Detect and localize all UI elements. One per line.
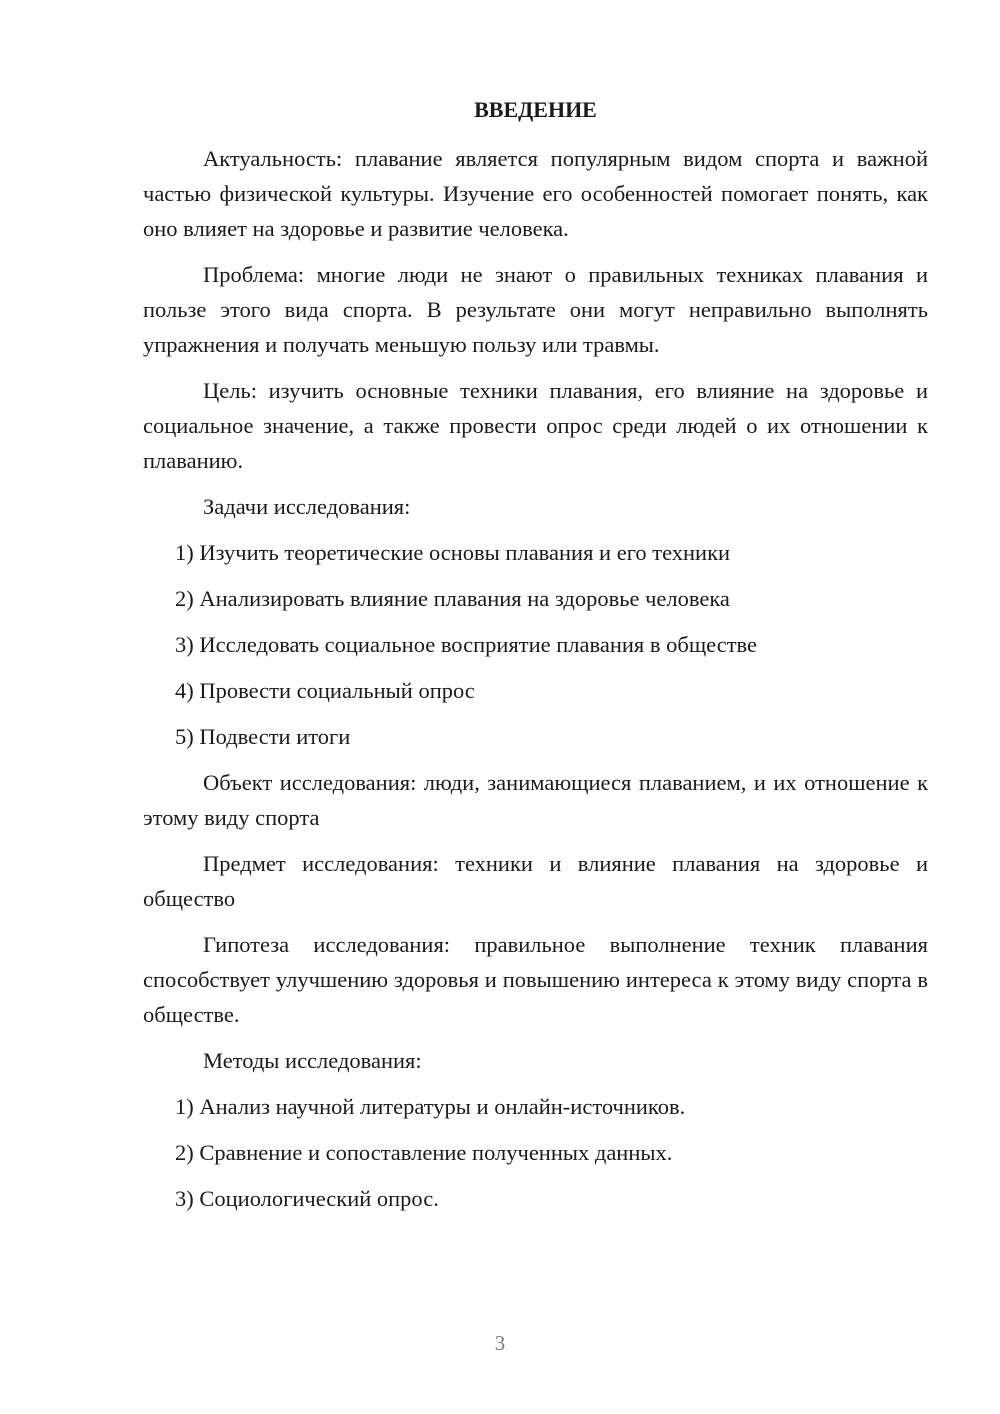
problem-paragraph: Проблема: многие люди не знают о правильных техниках плавания и пользе этого вида спорта. В результате они могут неправильно выполнять упражнения и получать меньшую пользу или травмы. bbox=[143, 262, 928, 357]
task-item: 4) Провести социальный опрос bbox=[175, 678, 475, 703]
method-item: 2) Сравнение и сопоставление полученных данных. bbox=[175, 1140, 673, 1165]
task-item: 2) Анализировать влияние плавания на здоровье человека bbox=[175, 586, 730, 611]
method-item: 3) Социологический опрос. bbox=[175, 1186, 439, 1211]
goal-paragraph: Цель: изучить основные техники плавания, его влияние на здоровье и социальное значение, а также провести опрос среди людей о их отношении к плаванию. bbox=[143, 378, 928, 473]
method-item: 1) Анализ научной литературы и онлайн-источников. bbox=[175, 1094, 686, 1119]
hypothesis-paragraph: Гипотеза исследования: правильное выполнение техник плавания способствует улучшению здоровья и повышению интереса к этому виду спорта в обществе. bbox=[143, 932, 928, 1027]
methods-title: Методы исследования: bbox=[203, 1048, 422, 1073]
document-page bbox=[143, 92, 928, 1227]
section-heading: ВВЕДЕНИЕ bbox=[474, 97, 597, 122]
task-item: 5) Подвести итоги bbox=[175, 724, 351, 749]
task-item: 3) Исследовать социальное восприятие плавания в обществе bbox=[175, 632, 758, 657]
page-number: 3 bbox=[494, 1331, 506, 1355]
tasks-title: Задачи исследования: bbox=[203, 494, 411, 519]
object-paragraph: Объект исследования: люди, занимающиеся плаванием, и их отношение к этому виду спорта bbox=[143, 770, 928, 830]
subject-paragraph: Предмет исследования: техники и влияние плавания на здоровье и общество bbox=[143, 851, 928, 911]
relevance-paragraph: Актуальность: плавание является популярным видом спорта и важной частью физической культуры. Изучение его особенностей помогает понять, как оно влияет на здоровье и развитие человека. bbox=[143, 146, 928, 241]
task-item: 1) Изучить теоретические основы плавания и его техники bbox=[175, 540, 731, 565]
